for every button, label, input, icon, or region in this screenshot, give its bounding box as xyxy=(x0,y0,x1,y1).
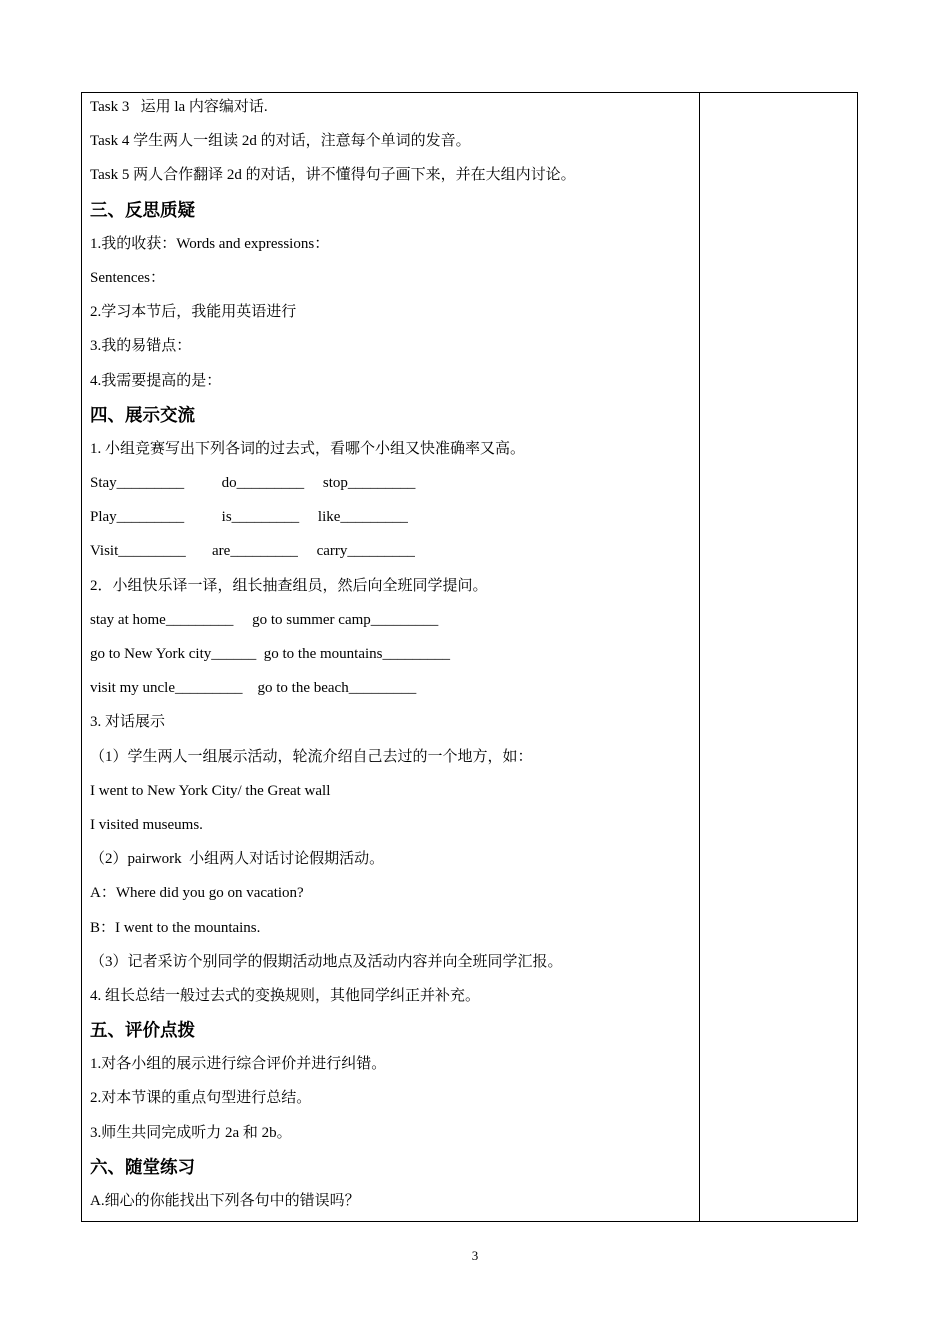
text-line: Visit_________ are_________ carry_________ xyxy=(90,543,415,560)
text-line: Play_________ is_________ like_________ xyxy=(90,509,408,526)
text-line: 4.我需要提高的是： xyxy=(90,372,222,389)
text-line: stay at home_________ go to summer camp_________ xyxy=(90,611,439,628)
text-line: 3.我的易错点： xyxy=(90,338,192,355)
text-line: 3.师生共同完成听力 2a 和 2b。 xyxy=(90,1124,292,1141)
page-number: 3 xyxy=(471,1248,479,1263)
text-line: Stay_________ do_________ stop_________ xyxy=(90,475,416,492)
section-heading: 四、展示交流 xyxy=(90,404,195,425)
text-line: 1.我的收获：Words and expressions： xyxy=(90,235,330,252)
text-line: Sentences： xyxy=(90,269,165,286)
text-line: I visited museums. xyxy=(90,816,203,833)
text-line: go to New York city______ go to the mountains_________ xyxy=(90,646,450,662)
lesson-table xyxy=(81,92,858,1222)
text-line: 4. 组长总结一般过去式的变换规则，其他同学纠正并补充。 xyxy=(90,987,481,1004)
column-divider xyxy=(699,93,700,1221)
text-line: A：Where did you go on vacation? xyxy=(90,885,304,902)
text-line: Task 5 两人合作翻译 2d 的对话，讲不懂得句子画下来，并在大组内讨论。 xyxy=(90,167,576,184)
section-heading: 五、评价点拨 xyxy=(90,1020,195,1041)
text-line: 2.学习本节后，我能用英语进行 xyxy=(90,304,297,321)
main-content-cell xyxy=(90,93,690,1221)
section-heading: 三、反思质疑 xyxy=(90,199,195,220)
text-line: Task 3 运用 la 内容编对话. xyxy=(90,99,268,115)
text-line: 3. 对话展示 xyxy=(90,714,166,731)
text-line: （3）记者采访个别同学的假期活动地点及活动内容并向全班同学汇报。 xyxy=(90,953,563,970)
text-line: 2．小组快乐译一译，组长抽查组员，然后向全班同学提问。 xyxy=(90,577,488,594)
text-line: I went to New York City/ the Great wall xyxy=(90,782,331,799)
text-line: visit my uncle_________ go to the beach_________ xyxy=(90,680,417,697)
text-line: （2）pairwork 小组两人对话讨论假期活动。 xyxy=(90,851,385,868)
text-line: （1）学生两人一组展示活动，轮流介绍自己去过的一个地方，如： xyxy=(90,748,533,765)
text-line: B：I went to the mountains. xyxy=(90,919,261,936)
text-line: 1.对各小组的展示进行综合评价并进行纠错。 xyxy=(90,1056,387,1073)
section-heading: 六、随堂练习 xyxy=(90,1156,195,1177)
text-line: A.细心的你能找出下列各句中的错误吗？ xyxy=(90,1193,360,1209)
text-line: 1. 小组竞赛写出下列各词的过去式，看哪个小组又快准确率又高。 xyxy=(90,440,526,457)
text-line: Task 4 学生两人一组读 2d 的对话，注意每个单词的发音。 xyxy=(90,133,471,150)
text-line: 2.对本节课的重点句型进行总结。 xyxy=(90,1090,312,1107)
